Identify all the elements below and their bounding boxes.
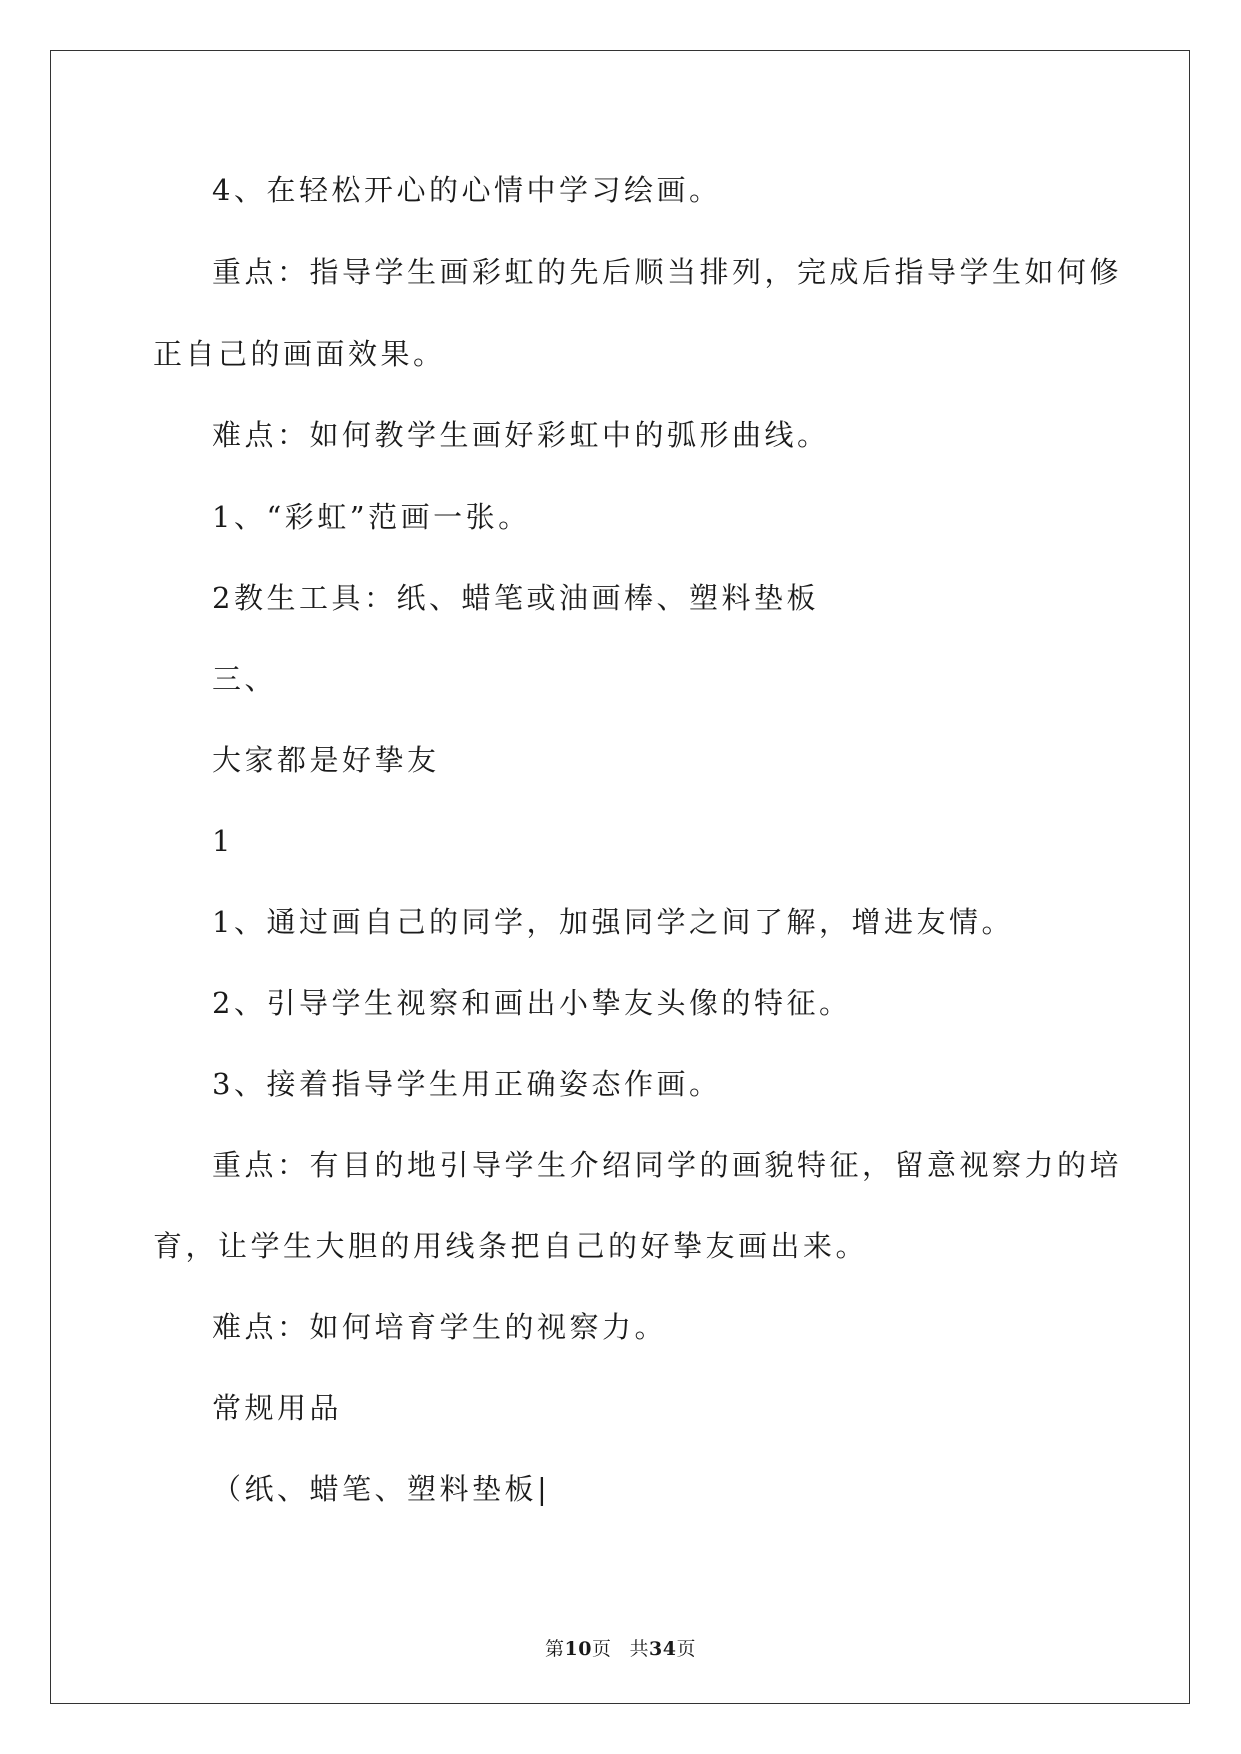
text-line: 重点：有目的地引导学生介绍同学的画貌特征，留意视察力的培 <box>212 1148 1123 1182</box>
text-line: 4、在轻松开心的心情中学习绘画。 <box>212 173 722 207</box>
text-line: 1 <box>212 824 234 858</box>
footer-page-suffix: 页 <box>591 1638 612 1660</box>
text-line: 常规用品 <box>212 1391 343 1425</box>
text-line: 育，让学生大胆的用线条把自己的好挚友画出来。 <box>153 1229 869 1263</box>
text-line: 正自己的画面效果。 <box>153 337 446 371</box>
text-line: 三、 <box>212 662 278 696</box>
text-line: 难点：如何培育学生的视察力。 <box>212 1310 668 1344</box>
text-line: 2教生工具：纸、蜡笔或油画棒、塑料垫板 <box>212 581 819 615</box>
text-line: 2、引导学生视察和画出小挚友头像的特征。 <box>212 986 852 1020</box>
text-line: 1、“彩虹”范画一张。 <box>212 500 531 534</box>
text-line: 1、通过画自己的同学，加强同学之间了解，增进友情。 <box>212 905 1014 939</box>
text-line: 重点：指导学生画彩虹的先后顺当排列，完成后指导学生如何修 <box>212 255 1123 289</box>
footer-total-prefix: 共 <box>629 1638 650 1660</box>
text-line: 大家都是好挚友 <box>212 743 440 777</box>
footer-total-suffix: 页 <box>676 1638 696 1660</box>
text-line: 3、接着指导学生用正确姿态作画。 <box>212 1067 722 1101</box>
page-border <box>50 50 1190 1704</box>
current-page-number: 10 <box>564 1638 592 1660</box>
page-footer <box>0 1634 1241 1661</box>
text-line: （纸、蜡笔、塑料垫板| <box>212 1472 551 1506</box>
footer-prefix: 第 <box>545 1638 565 1660</box>
total-page-count: 34 <box>649 1638 677 1660</box>
text-line: 难点：如何教学生画好彩虹中的弧形曲线。 <box>212 418 830 452</box>
